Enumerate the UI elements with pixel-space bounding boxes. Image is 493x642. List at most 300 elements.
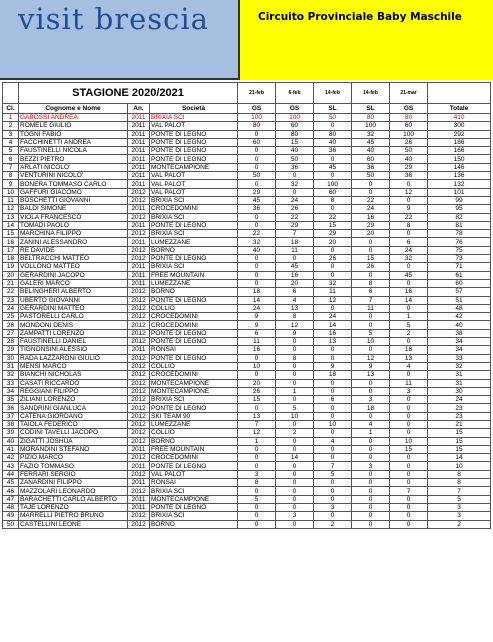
rank-cell: 28	[3, 338, 19, 346]
year-cell: 2012	[128, 188, 150, 196]
race1-points-cell: 11	[238, 338, 276, 346]
athlete-name-cell: MORANDINI STEFANO	[19, 445, 128, 453]
race4-points-cell: 0	[352, 246, 390, 254]
table-row	[3, 454, 491, 462]
race2-points-cell: 26	[276, 205, 314, 213]
race2-points-cell: 16	[276, 271, 314, 279]
race3-points-cell: 12	[314, 296, 352, 304]
year-cell: 2011	[128, 130, 150, 138]
race3-points-cell: 0	[314, 487, 352, 495]
year-cell: 2012	[128, 362, 150, 370]
race3-points-cell: 0	[314, 479, 352, 487]
race4-points-cell: 32	[352, 130, 390, 138]
year-cell: 2012	[128, 437, 150, 445]
race1-points-cell: 0	[238, 163, 276, 171]
club-cell: FREE MOUNTAIN	[150, 271, 238, 279]
total-points-cell: 61	[428, 271, 491, 279]
race5-points-cell: 0	[390, 412, 428, 420]
race1-points-cell: 7	[238, 420, 276, 428]
total-points-cell: 150	[428, 155, 491, 163]
race4-points-cell: 3	[352, 462, 390, 470]
race2-points-cell: 22	[276, 213, 314, 221]
race5-points-cell: 0	[390, 520, 428, 528]
athlete-name-cell: BELINGHERI ALBERTO	[19, 288, 128, 296]
race2-points-cell: 18	[276, 238, 314, 246]
table-row	[3, 338, 491, 346]
race5-points-cell: 22	[390, 213, 428, 221]
club-cell: BRIXIA SCI	[150, 512, 238, 520]
column-header: Totale	[428, 104, 491, 114]
table-row	[3, 437, 491, 445]
race2-points-cell: 0	[276, 437, 314, 445]
athlete-name-cell: BELTRACCHI MATTEO	[19, 255, 128, 263]
club-cell: BORNO	[150, 437, 238, 445]
athlete-name-cell: BEZZI PIETRO	[19, 155, 128, 163]
race4-points-cell: 4	[352, 420, 390, 428]
race2-points-cell: 45	[276, 263, 314, 271]
club-cell: BORNO	[150, 288, 238, 296]
race5-points-cell: 0	[390, 180, 428, 188]
athlete-name-cell: FAUSTINELLI DANIEL	[19, 338, 128, 346]
race2-points-cell: 0	[276, 520, 314, 528]
club-cell: COLLIO	[150, 304, 238, 312]
club-cell: VAL PALOT	[150, 470, 238, 478]
total-points-cell: 15	[428, 445, 491, 453]
table-row	[3, 362, 491, 370]
year-cell: 2011	[128, 205, 150, 213]
club-cell: PONTE DI LEGNO	[150, 221, 238, 229]
race2-points-cell: 50	[276, 155, 314, 163]
race5-points-cell: 0	[390, 371, 428, 379]
athlete-name-cell: TAIOLA FEDERICO	[19, 420, 128, 428]
race1-points-cell: 0	[238, 445, 276, 453]
race4-points-cell: 80	[352, 114, 390, 122]
race1-points-cell: 0	[238, 263, 276, 271]
race3-points-cell: 8	[314, 196, 352, 204]
year-cell: 2012	[128, 420, 150, 428]
rank-cell: 20	[3, 271, 19, 279]
rank-cell: 29	[3, 346, 19, 354]
club-cell: COLLIO	[150, 429, 238, 437]
race4-points-cell: 0	[352, 470, 390, 478]
total-points-cell: 32	[428, 362, 491, 370]
total-points-cell: 82	[428, 213, 491, 221]
rank-cell: 12	[3, 205, 19, 213]
table-row	[3, 271, 491, 279]
race3-points-cell: 0	[314, 122, 352, 130]
race1-points-cell: 6	[238, 329, 276, 337]
athlete-name-cell: PASTORELLI CARLO	[19, 313, 128, 321]
rank-cell: 21	[3, 279, 19, 287]
race3-points-cell: 18	[314, 371, 352, 379]
year-cell: 2012	[128, 230, 150, 238]
race1-points-cell: 0	[238, 213, 276, 221]
year-cell: 2012	[128, 338, 150, 346]
race5-points-cell: 26	[390, 138, 428, 146]
total-points-cell: 10	[428, 462, 491, 470]
rank-cell: 1	[3, 114, 19, 122]
athlete-name-cell: ZAMPATTI LORENZO	[19, 329, 128, 337]
total-points-cell: 38	[428, 329, 491, 337]
total-points-cell: 7	[428, 487, 491, 495]
total-points-cell: 3	[428, 503, 491, 511]
race1-points-cell: 0	[238, 512, 276, 520]
rank-cell: 26	[3, 321, 19, 329]
athlete-name-cell: MARCHINA FILIPPO	[19, 230, 128, 238]
year-cell: 2011	[128, 479, 150, 487]
table-row	[3, 255, 491, 263]
race3-points-cell: 36	[314, 147, 352, 155]
race2-points-cell: 7	[276, 230, 314, 238]
athlete-name-cell: MAZZOLARI LEONARDO	[19, 487, 128, 495]
year-cell: 2012	[128, 396, 150, 404]
race2-points-cell: 0	[276, 487, 314, 495]
race4-points-cell: 0	[352, 412, 390, 420]
total-points-cell: 34	[428, 346, 491, 354]
total-points-cell: 31	[428, 371, 491, 379]
race4-points-cell: 29	[352, 221, 390, 229]
race4-points-cell: 12	[352, 354, 390, 362]
race1-points-cell: 9	[238, 313, 276, 321]
race2-points-cell: 0	[276, 255, 314, 263]
club-cell: BORNO	[150, 520, 238, 528]
race4-points-cell: 0	[352, 180, 390, 188]
rank-cell: 42	[3, 454, 19, 462]
race4-points-cell: 0	[352, 454, 390, 462]
table-row	[3, 246, 491, 254]
total-points-cell: 5	[428, 495, 491, 503]
race4-points-cell: 50	[352, 172, 390, 180]
year-cell: 2012	[128, 412, 150, 420]
club-cell: PONTE DI LEGNO	[150, 130, 238, 138]
season-row	[3, 83, 491, 104]
race5-points-cell: 7	[390, 487, 428, 495]
race5-points-cell: 16	[390, 288, 428, 296]
year-cell: 2011	[128, 221, 150, 229]
race1-points-cell: 36	[238, 205, 276, 213]
race1-points-cell: 0	[238, 520, 276, 528]
year-cell: 2011	[128, 271, 150, 279]
club-cell: VAL PALOT	[150, 188, 238, 196]
rank-cell: 45	[3, 479, 19, 487]
race5-points-cell: 0	[390, 263, 428, 271]
race2-points-cell: 0	[276, 346, 314, 354]
year-cell: 2011	[128, 279, 150, 287]
race4-points-cell: 0	[352, 387, 390, 395]
table-row	[3, 329, 491, 337]
total-points-cell: 73	[428, 255, 491, 263]
race2-points-cell: 0	[276, 371, 314, 379]
total-points-cell: 76	[428, 238, 491, 246]
athlete-name-cell: BIANCHI NICHOLAS	[19, 371, 128, 379]
rank-cell: 22	[3, 288, 19, 296]
rank-cell: 11	[3, 196, 19, 204]
race3-points-cell: 0	[314, 454, 352, 462]
race5-points-cell: 11	[390, 379, 428, 387]
rank-cell: 35	[3, 396, 19, 404]
race4-points-cell: 7	[352, 296, 390, 304]
race5-points-cell: 13	[390, 354, 428, 362]
rank-cell: 48	[3, 503, 19, 511]
race5-points-cell: 1	[390, 313, 428, 321]
club-cell: LUMEZZANE	[150, 420, 238, 428]
rank-cell: 23	[3, 296, 19, 304]
club-cell: CROCEDOMINI	[150, 454, 238, 462]
year-cell: 2011	[128, 114, 150, 122]
rank-cell: 31	[3, 362, 19, 370]
race2-points-cell: 12	[276, 321, 314, 329]
rank-cell: 24	[3, 304, 19, 312]
race1-points-cell: 0	[238, 454, 276, 462]
race3-points-cell: 0	[314, 304, 352, 312]
total-points-cell: 186	[428, 138, 491, 146]
total-points-cell: 31	[428, 379, 491, 387]
race1-points-cell: 13	[238, 412, 276, 420]
rank-cell: 10	[3, 188, 19, 196]
race2-points-cell: 0	[276, 462, 314, 470]
total-points-cell: 42	[428, 313, 491, 321]
table-row	[3, 379, 491, 387]
race5-points-cell: 0	[390, 470, 428, 478]
race2-points-cell: 0	[276, 379, 314, 387]
race2-points-cell: 29	[276, 221, 314, 229]
rank-cell: 13	[3, 213, 19, 221]
club-cell: BRIXIA SCI	[150, 230, 238, 238]
table-row	[3, 147, 491, 155]
athlete-name-cell: ARLATI NICOLO'	[19, 163, 128, 171]
rank-cell: 50	[3, 520, 19, 528]
race3-points-cell: 6	[314, 396, 352, 404]
race3-points-cell: 22	[314, 213, 352, 221]
table-row	[3, 138, 491, 146]
race1-points-cell: 5	[238, 495, 276, 503]
race-date: 14-feb	[314, 83, 352, 104]
athlete-name-cell: CODINI TAVELLI JACOPO	[19, 429, 128, 437]
table-row	[3, 288, 491, 296]
total-points-cell: 146	[428, 163, 491, 171]
table-row	[3, 387, 491, 395]
race5-points-cell: 4	[390, 362, 428, 370]
year-cell: 2012	[128, 454, 150, 462]
race4-points-cell: 36	[352, 163, 390, 171]
table-row	[3, 503, 491, 511]
year-cell: 2012	[128, 296, 150, 304]
race1-points-cell: 8	[238, 479, 276, 487]
athlete-name-cell: TAJE LORENZO	[19, 503, 128, 511]
total-points-cell: 15	[428, 429, 491, 437]
race5-points-cell: 0	[390, 338, 428, 346]
race1-points-cell: 0	[238, 487, 276, 495]
club-cell: LUMEZZANE	[150, 279, 238, 287]
table-row	[3, 213, 491, 221]
race2-points-cell: 20	[276, 279, 314, 287]
race4-points-cell: 0	[352, 495, 390, 503]
rank-cell: 37	[3, 412, 19, 420]
rank-cell: 34	[3, 387, 19, 395]
rank-cell: 30	[3, 354, 19, 362]
athlete-name-cell: VENTURINI NICOLO'	[19, 172, 128, 180]
table-row	[3, 238, 491, 246]
total-points-cell: 101	[428, 188, 491, 196]
table-row	[3, 155, 491, 163]
year-cell: 2011	[128, 172, 150, 180]
race5-points-cell: 10	[390, 437, 428, 445]
table-row	[3, 479, 491, 487]
table-row	[3, 354, 491, 362]
race2-points-cell: 14	[276, 454, 314, 462]
race5-points-cell: 32	[390, 255, 428, 263]
race4-points-cell: 100	[352, 122, 390, 130]
race5-points-cell: 9	[390, 205, 428, 213]
year-cell: 2012	[128, 304, 150, 312]
rank-cell: 19	[3, 263, 19, 271]
year-cell: 2012	[128, 246, 150, 254]
rank-cell: 38	[3, 420, 19, 428]
club-cell: MONTECAMPIONE	[150, 495, 238, 503]
year-cell: 2011	[128, 445, 150, 453]
table-row	[3, 163, 491, 171]
race3-points-cell: 32	[314, 279, 352, 287]
rank-cell: 25	[3, 313, 19, 321]
rank-cell: 39	[3, 429, 19, 437]
total-points-cell: 3	[428, 512, 491, 520]
table-row	[3, 172, 491, 180]
race1-points-cell: 22	[238, 230, 276, 238]
club-cell: BRIXIA SCI	[150, 114, 238, 122]
race1-points-cell: 0	[238, 503, 276, 511]
total-points-cell: 48	[428, 304, 491, 312]
year-cell: 2011	[128, 155, 150, 163]
race5-points-cell: 15	[390, 445, 428, 453]
circuit-title: Circuito Provinciale Baby Maschile	[258, 11, 462, 23]
athlete-name-cell: ROMELE GIULIO	[19, 122, 128, 130]
race5-points-cell: 0	[390, 196, 428, 204]
race3-points-cell: 16	[314, 329, 352, 337]
standings-table	[2, 82, 491, 529]
total-points-cell: 14	[428, 454, 491, 462]
race3-points-cell: 50	[314, 114, 352, 122]
race5-points-cell: 0	[390, 404, 428, 412]
race5-points-cell: 0	[390, 479, 428, 487]
race4-points-cell: 24	[352, 205, 390, 213]
race4-points-cell: 8	[352, 279, 390, 287]
athlete-name-cell: VIOLA FRANCESCO	[19, 213, 128, 221]
column-header: GS	[238, 104, 276, 114]
race4-points-cell: 0	[352, 437, 390, 445]
race1-points-cell: 16	[238, 346, 276, 354]
race1-points-cell: 15	[238, 396, 276, 404]
athlete-name-cell: MENSI MARCO	[19, 362, 128, 370]
race2-points-cell: 11	[276, 246, 314, 254]
rank-cell: 49	[3, 512, 19, 520]
race2-points-cell: 0	[276, 188, 314, 196]
race1-points-cell: 40	[238, 246, 276, 254]
club-cell: PONTE DI LEGNO	[150, 296, 238, 304]
race2-points-cell: 36	[276, 163, 314, 171]
race1-points-cell: 0	[238, 155, 276, 163]
race1-points-cell: 50	[238, 172, 276, 180]
race5-points-cell: 18	[390, 346, 428, 354]
race3-points-cell: 5	[314, 470, 352, 478]
table-row	[3, 196, 491, 204]
year-cell: 2011	[128, 462, 150, 470]
total-points-cell: 51	[428, 296, 491, 304]
race1-points-cell: 3	[238, 470, 276, 478]
table-row	[3, 512, 491, 520]
table-row	[3, 205, 491, 213]
table-row	[3, 420, 491, 428]
race2-points-cell: 40	[276, 147, 314, 155]
race2-points-cell: 2	[276, 429, 314, 437]
table-row	[3, 487, 491, 495]
athlete-name-cell: RE DAVIDE	[19, 246, 128, 254]
race5-points-cell: 0	[390, 420, 428, 428]
race4-points-cell: 26	[352, 263, 390, 271]
athlete-name-cell: ZIGATTI JOSHUA	[19, 437, 128, 445]
club-cell: CROCEDOMINI	[150, 313, 238, 321]
club-cell: BORNO	[150, 246, 238, 254]
race3-points-cell: 0	[314, 404, 352, 412]
race-date: 21-feb	[238, 83, 276, 104]
race5-points-cell: 6	[390, 238, 428, 246]
table-row	[3, 445, 491, 453]
athlete-name-cell: FERRARI SERGIO	[19, 470, 128, 478]
table-row	[3, 346, 491, 354]
rank-cell: 44	[3, 470, 19, 478]
club-cell: MONTECAMPIONE	[150, 387, 238, 395]
race3-points-cell: 0	[314, 271, 352, 279]
athlete-name-cell: MONDONI DENIS	[19, 321, 128, 329]
year-cell: 2012	[128, 213, 150, 221]
race4-points-cell: 40	[352, 147, 390, 155]
race3-points-cell: 0	[314, 155, 352, 163]
race2-points-cell: 8	[276, 313, 314, 321]
club-cell: PONTE DI LEGNO	[150, 147, 238, 155]
race3-points-cell: 29	[314, 230, 352, 238]
club-cell: BRIXIA SCI	[150, 196, 238, 204]
rank-cell: 8	[3, 172, 19, 180]
rank-cell: 40	[3, 437, 19, 445]
race3-points-cell: 0	[314, 429, 352, 437]
race4-points-cell: 13	[352, 371, 390, 379]
race4-points-cell: 0	[352, 479, 390, 487]
race4-points-cell: 0	[352, 321, 390, 329]
race2-points-cell: 3	[276, 512, 314, 520]
year-cell: 2011	[128, 163, 150, 171]
athlete-name-cell: ZANARDINI FILIPPO	[19, 479, 128, 487]
race3-points-cell: 40	[314, 138, 352, 146]
column-header: Cl.	[3, 104, 19, 114]
club-cell: PONTE DI LEGNO	[150, 138, 238, 146]
race2-points-cell: 0	[276, 503, 314, 511]
race2-points-cell: 4	[276, 296, 314, 304]
race1-points-cell: 0	[238, 354, 276, 362]
table-row	[3, 188, 491, 196]
club-cell: PONTE DI LEGNO	[150, 503, 238, 511]
athlete-name-cell: RADA LAZZARONI GIULIO	[19, 354, 128, 362]
club-cell: CROCEDOMINI	[150, 321, 238, 329]
rank-cell: 15	[3, 230, 19, 238]
race4-points-cell: 60	[352, 155, 390, 163]
race2-points-cell: 80	[276, 130, 314, 138]
club-cell: PONTE DI LEGNO	[150, 155, 238, 163]
race3-points-cell: 0	[314, 346, 352, 354]
total-points-cell: 8	[428, 479, 491, 487]
club-cell: FREE MOUNTAIN	[150, 445, 238, 453]
race1-points-cell: 0	[238, 221, 276, 229]
race4-points-cell: 0	[352, 271, 390, 279]
race4-points-cell: 0	[352, 520, 390, 528]
